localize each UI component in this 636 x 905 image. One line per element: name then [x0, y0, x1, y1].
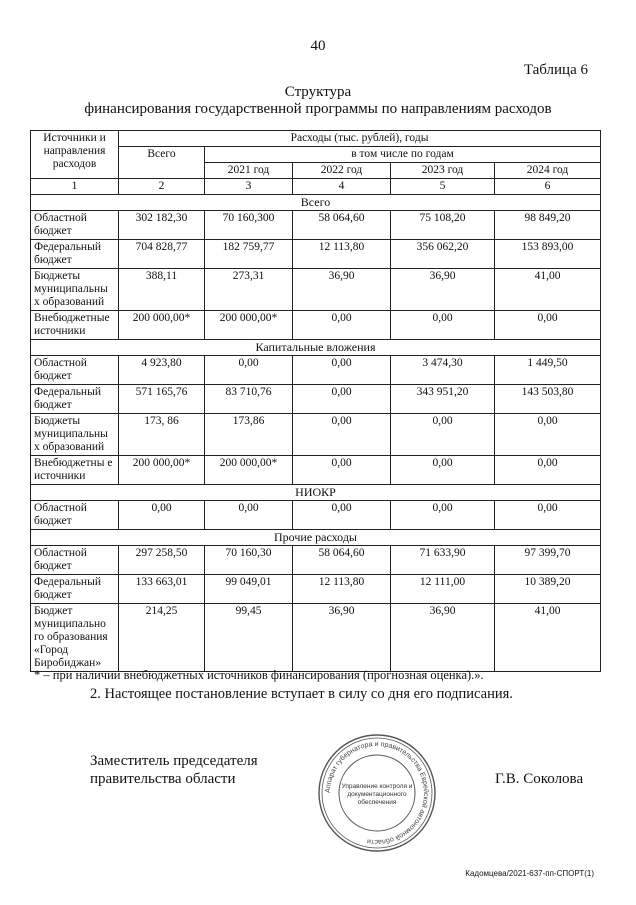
table-cell: 704 828,77 — [119, 240, 205, 269]
table-cell: 0,00 — [293, 385, 391, 414]
column-index: 6 — [495, 179, 601, 195]
section-header-row — [31, 340, 601, 356]
signer-name: Г.В. Соколова — [495, 771, 584, 787]
table-cell: 0,00 — [495, 456, 601, 485]
table-cell: 0,00 — [495, 311, 601, 340]
row-label: Федеральный бюджет — [31, 385, 119, 414]
table-row — [31, 414, 601, 456]
table-cell: 214,25 — [119, 604, 205, 672]
header-year: 2024 год — [495, 163, 601, 179]
table-cell: 97 399,70 — [495, 546, 601, 575]
row-label: Областной бюджет — [31, 356, 119, 385]
table-cell: 12 113,80 — [293, 240, 391, 269]
table-cell: 0,00 — [119, 501, 205, 530]
table-cell: 302 182,30 — [119, 211, 205, 240]
table-cell: 173,86 — [205, 414, 293, 456]
header-sources: Источники и направления расходов — [31, 131, 119, 179]
table-cell: 297 258,50 — [119, 546, 205, 575]
header-total: Всего — [119, 147, 205, 179]
stamp-ring-text: Аппарат губернатора и правительства Еврейской автономной области — [324, 740, 430, 846]
table-cell: 12 111,00 — [391, 575, 495, 604]
table-cell: 0,00 — [495, 501, 601, 530]
table-cell: 41,00 — [495, 269, 601, 311]
table-cell: 273,31 — [205, 269, 293, 311]
table-cell: 153 893,00 — [495, 240, 601, 269]
table-cell: 0,00 — [293, 414, 391, 456]
column-index: 1 — [31, 179, 119, 195]
header-year: 2022 год — [293, 163, 391, 179]
table-row — [31, 546, 601, 575]
document-code: Кадомцева/2021-637-пп-СПОРТ(1) — [465, 869, 594, 878]
table-cell: 58 064,60 — [293, 546, 391, 575]
table-cell: 99,45 — [205, 604, 293, 672]
signer-title: правительства области — [90, 771, 236, 787]
row-label: Бюджет муниципально го образования «Город Биробиджан» — [31, 604, 119, 672]
official-stamp — [316, 732, 438, 854]
section-header-row — [31, 485, 601, 501]
table-row — [31, 456, 601, 485]
section-header-row — [31, 530, 601, 546]
financing-table — [30, 130, 601, 672]
table-cell: 388,11 — [119, 269, 205, 311]
table-row — [31, 604, 601, 672]
table-cell: 200 000,00* — [119, 456, 205, 485]
table-cell: 356 062,20 — [391, 240, 495, 269]
stamp-center-line: документационного — [347, 791, 407, 798]
header-year: 2021 год — [205, 163, 293, 179]
row-label: Областной бюджет — [31, 501, 119, 530]
table-cell: 0,00 — [293, 456, 391, 485]
table-cell: 70 160,300 — [205, 211, 293, 240]
table-title-line1: Структура — [284, 84, 352, 100]
section-title: Капитальные вложения — [31, 340, 601, 356]
row-label: Внебюджетные источники — [31, 311, 119, 340]
table-cell: 36,90 — [391, 269, 495, 311]
table-cell: 571 165,76 — [119, 385, 205, 414]
table-cell: 41,00 — [495, 604, 601, 672]
table-cell: 0,00 — [293, 501, 391, 530]
table-row — [31, 240, 601, 269]
table-cell: 182 759,77 — [205, 240, 293, 269]
table-cell: 0,00 — [495, 414, 601, 456]
table-cell: 173, 86 — [119, 414, 205, 456]
header-including: в том числе по годам — [205, 147, 601, 163]
row-label: Федеральный бюджет — [31, 575, 119, 604]
table-cell: 12 113,80 — [293, 575, 391, 604]
column-index: 4 — [293, 179, 391, 195]
table-cell: 36,90 — [391, 604, 495, 672]
table-cell: 200 000,00* — [205, 456, 293, 485]
page-number: 40 — [310, 38, 326, 54]
table-row — [31, 211, 601, 240]
table-cell: 133 663,01 — [119, 575, 205, 604]
table-cell: 70 160,30 — [205, 546, 293, 575]
table-cell: 71 633,90 — [391, 546, 495, 575]
table-cell: 1 449,50 — [495, 356, 601, 385]
table-row — [31, 501, 601, 530]
table-cell: 0,00 — [205, 501, 293, 530]
table-cell: 75 108,20 — [391, 211, 495, 240]
table-row — [31, 269, 601, 311]
section-header-row — [31, 195, 601, 211]
stamp-center-line: обеспечения — [357, 799, 397, 806]
table-cell: 0,00 — [391, 456, 495, 485]
table-cell: 0,00 — [391, 311, 495, 340]
table-cell: 36,90 — [293, 604, 391, 672]
row-label: Федеральный бюджет — [31, 240, 119, 269]
header-year: 2023 год — [391, 163, 495, 179]
table-cell: 143 503,80 — [495, 385, 601, 414]
table-cell: 0,00 — [391, 501, 495, 530]
table-cell: 0,00 — [293, 311, 391, 340]
table-row — [31, 356, 601, 385]
signer-title: Заместитель председателя — [90, 753, 258, 769]
table-cell: 343 951,20 — [391, 385, 495, 414]
table-cell: 200 000,00* — [205, 311, 293, 340]
row-label: Бюджеты муниципальны х образований — [31, 269, 119, 311]
column-index: 5 — [391, 179, 495, 195]
table-cell: 200 000,00* — [119, 311, 205, 340]
table-cell: 4 923,80 — [119, 356, 205, 385]
column-index: 3 — [205, 179, 293, 195]
stamp-center-line: Управление контроля и — [341, 783, 413, 790]
table-cell: 3 474,30 — [391, 356, 495, 385]
footnote: * – при наличии внебюджетных источников финансирования (прогнозная оценка).». — [34, 668, 484, 682]
table-row — [31, 575, 601, 604]
table-cell: 0,00 — [293, 356, 391, 385]
section-title: Прочие расходы — [31, 530, 601, 546]
table-cell: 10 389,20 — [495, 575, 601, 604]
table-cell: 0,00 — [205, 356, 293, 385]
table-label: Таблица 6 — [523, 62, 588, 78]
table-row — [31, 385, 601, 414]
table-cell: 98 849,20 — [495, 211, 601, 240]
row-label: Внебюджетны е источники — [31, 456, 119, 485]
row-label: Областной бюджет — [31, 546, 119, 575]
table-cell: 58 064,60 — [293, 211, 391, 240]
table-cell: 36,90 — [293, 269, 391, 311]
section-title: Всего — [31, 195, 601, 211]
row-label: Бюджеты муниципальны х образований — [31, 414, 119, 456]
table-cell: 0,00 — [391, 414, 495, 456]
column-index: 2 — [119, 179, 205, 195]
table-cell: 99 049,01 — [205, 575, 293, 604]
section-title: НИОКР — [31, 485, 601, 501]
table-cell: 83 710,76 — [205, 385, 293, 414]
clause-text: 2. Настоящее постановление вступает в силу со дня его подписания. — [90, 686, 513, 702]
header-expenses: Расходы (тыс. рублей), годы — [119, 131, 601, 147]
row-label: Областной бюджет — [31, 211, 119, 240]
table-row — [31, 311, 601, 340]
table-title-line2: финансирования государственной программы по направлениям расходов — [84, 101, 552, 117]
